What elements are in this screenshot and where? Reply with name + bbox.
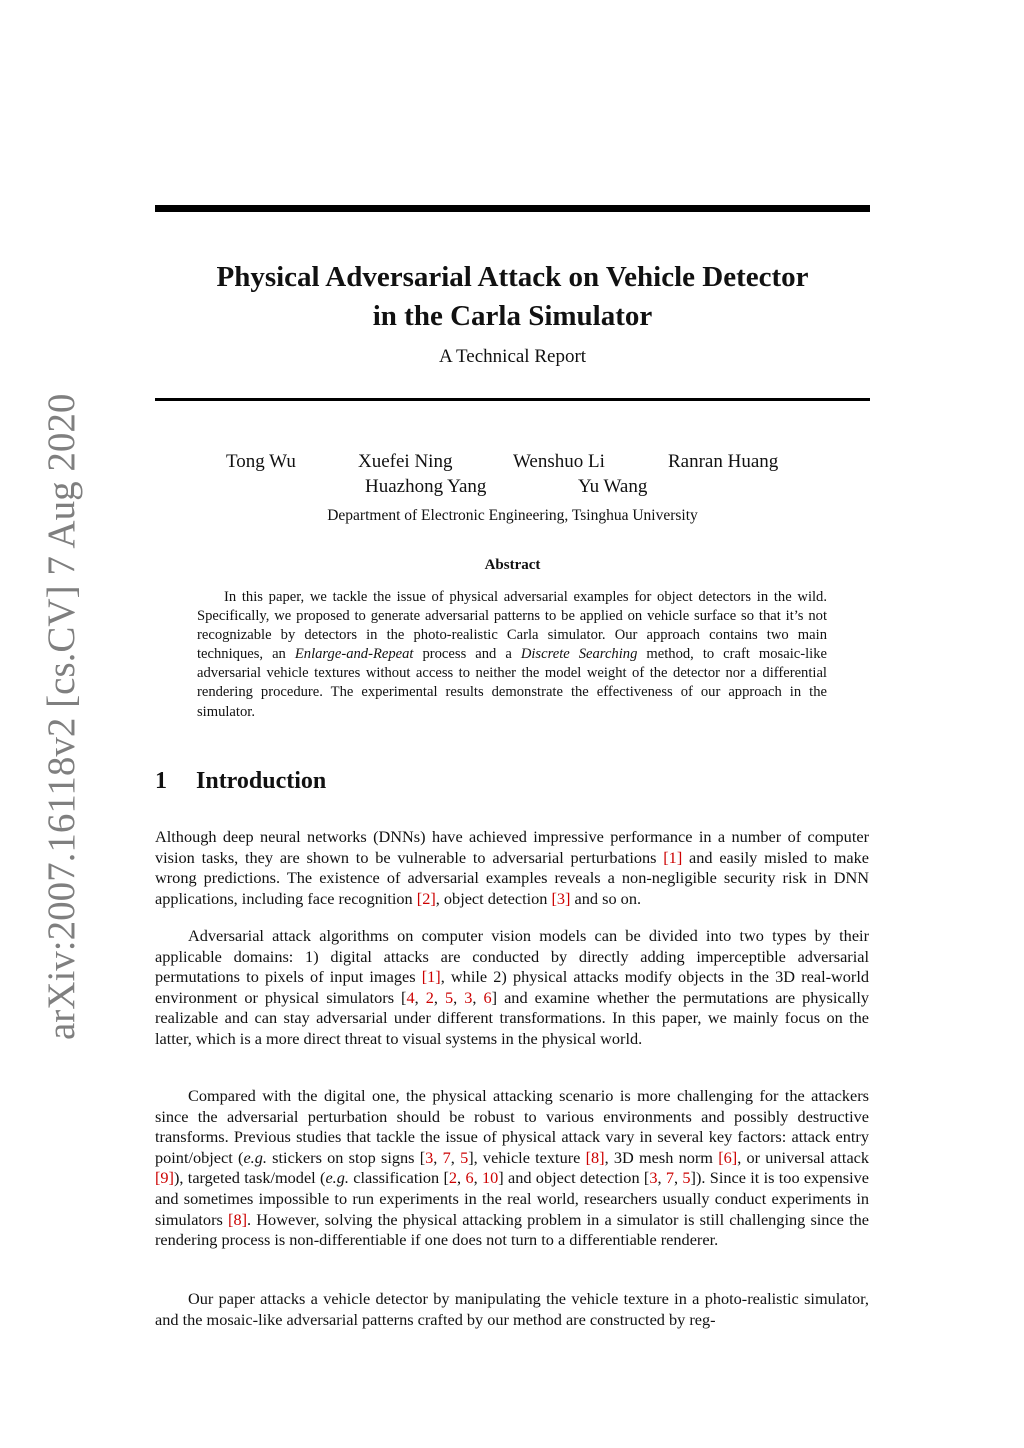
- abstract-term-enlarge-repeat: Enlarge-and-Repeat: [294, 646, 414, 663]
- citation-link[interactable]: 7: [665, 1168, 674, 1188]
- section-number: 1: [155, 768, 167, 794]
- abstract-term-discrete-searching: Discrete Searching: [520, 646, 638, 663]
- intro-paragraph-1: [155, 827, 869, 909]
- body-text: ], vehicle texture: [468, 1147, 586, 1167]
- citation-link[interactable]: [8]: [585, 1147, 605, 1167]
- citation-separator: ,: [457, 1168, 466, 1188]
- abstract-text: In this paper, we tackle the issue of physical adversarial examples for object detectors in the wild. Specifically, we proposed to generate adversarial patterns to be applied on vehicle surface so that it’s not recognizable by detectors in the photo-realistic Carla simulator. Our approach contains two main techniques, an: [197, 589, 827, 663]
- body-text: Compared with the digital one, the physical attacking scenario is more challenging for the attackers since the adversarial perturbation should be robust to various environments and possibly destructive transforms. Previous studies that tackle the issue of physical attack vary in several key factors: attack entry point/object (: [155, 1086, 869, 1167]
- citation-link[interactable]: 5: [682, 1168, 691, 1188]
- citation-link[interactable]: [6]: [718, 1147, 738, 1167]
- body-text: , object detection: [435, 888, 552, 908]
- title-bottom-rule: [155, 398, 870, 401]
- emphasis-eg: e.g.: [325, 1168, 349, 1188]
- body-text: , or universal attack: [737, 1147, 870, 1167]
- citation-link[interactable]: [9]: [155, 1168, 174, 1188]
- citation-link[interactable]: 2: [448, 1168, 458, 1188]
- citation-link[interactable]: [3]: [551, 888, 571, 908]
- citation-link[interactable]: [1]: [663, 847, 683, 867]
- body-text: stickers on stop signs [: [266, 1147, 426, 1167]
- abstract-text: method, to craft mosaic-like adversarial vehicle textures without access to neither the model weight of the detector nor a differential rendering procedure. The experimental results demonstrate the effectiveness of our approach in the simulator.: [197, 646, 827, 720]
- citation-separator: ,: [473, 1168, 482, 1188]
- body-text: ] and object detection [: [498, 1168, 650, 1188]
- citation-separator: ,: [674, 1168, 683, 1188]
- body-text: , while 2) physical attacks modify objects in the 3D real-world environment or physical simulators [: [155, 967, 869, 1007]
- citation-separator: ,: [472, 987, 484, 1007]
- arxiv-identifier-stamp: arXiv:2007.16118v2 [cs.CV] 7 Aug 2020: [40, 393, 83, 1040]
- paper-title: [155, 258, 870, 336]
- author-huazhong-yang: Huazhong Yang: [365, 476, 487, 497]
- citation-link[interactable]: 5: [460, 1147, 469, 1167]
- body-text: . However, solving the physical attacking problem in a simulator is still challenging since the rendering process is non-differentiable if one does not turn to a differentiable renderer.: [155, 1209, 869, 1250]
- citation-link[interactable]: 4: [406, 987, 415, 1007]
- body-text: ), targeted task/model (: [173, 1168, 326, 1188]
- author-affiliation: Department of Electronic Engineering, Tsinghua University: [327, 507, 698, 524]
- body-text: and so on.: [570, 888, 642, 908]
- body-text: , 3D mesh norm: [604, 1147, 719, 1167]
- citation-separator: ,: [433, 1147, 443, 1167]
- citation-separator: ,: [453, 987, 465, 1007]
- body-text: classification [: [348, 1168, 449, 1188]
- citation-link[interactable]: 3: [425, 1147, 434, 1167]
- citation-link[interactable]: 3: [464, 987, 473, 1007]
- section-heading-introduction: [155, 766, 326, 796]
- abstract-heading: Abstract: [484, 557, 541, 573]
- title-line-2: in the Carla Simulator: [372, 300, 653, 332]
- paper-subtitle: A Technical Report: [438, 346, 587, 367]
- citation-link[interactable]: [8]: [228, 1209, 248, 1229]
- author-ranran-huang: Ranran Huang: [668, 451, 779, 472]
- citation-link[interactable]: 2: [425, 987, 434, 1007]
- intro-paragraph-2: [155, 926, 869, 1050]
- citation-link[interactable]: 5: [444, 987, 454, 1007]
- author-yu-wang: Yu Wang: [578, 476, 648, 497]
- citation-separator: ,: [414, 987, 426, 1007]
- citation-link[interactable]: 10: [481, 1168, 499, 1188]
- citation-link[interactable]: [1]: [421, 967, 441, 987]
- abstract-body: [197, 588, 827, 722]
- author-wenshuo-li: Wenshuo Li: [513, 451, 605, 472]
- title-line-1: Physical Adversarial Attack on Vehicle Detector: [216, 261, 809, 293]
- title-top-rule: [155, 205, 870, 212]
- body-text: ] and examine whether the permutations are physically realizable and can stay adversarial under different transformations. In this paper, we mainly focus on the latter, which is a more direct threat to visual systems in the physical world.: [155, 987, 870, 1048]
- citation-link[interactable]: 6: [483, 987, 492, 1007]
- intro-paragraph-4: Our paper attacks a vehicle detector by manipulating the vehicle texture in a photo-realistic simulator, and the mosaic-like adversarial patterns crafted by our method are constructed by reg-: [155, 1289, 869, 1329]
- section-title: Introduction: [196, 768, 327, 794]
- citation-link[interactable]: 6: [465, 1168, 474, 1188]
- body-text: and easily misled to make wrong predictions. The existence of adversarial examples reveals a non-negligible security risk in DNN applications, including face recognition: [155, 847, 870, 908]
- citation-separator: ,: [450, 1147, 461, 1167]
- body-text: Although deep neural networks (DNNs) have achieved impressive performance in a number of computer vision tasks, they are shown to be vulnerable to adversarial perturbations: [155, 827, 869, 867]
- author-xuefei-ning: Xuefei Ning: [358, 451, 453, 472]
- citation-separator: ,: [433, 987, 445, 1007]
- abstract-text: process and a: [413, 646, 521, 663]
- emphasis-eg: e.g.: [243, 1147, 267, 1167]
- author-tong-wu: Tong Wu: [226, 451, 296, 472]
- body-text: ]). Since it is too expensive and sometimes impossible to run experiments in the real world, researchers usually conduct experiments in simulators: [155, 1168, 870, 1229]
- citation-separator: ,: [657, 1168, 666, 1188]
- citation-link[interactable]: [2]: [416, 888, 436, 908]
- intro-paragraph-3: [155, 1086, 869, 1251]
- citation-link[interactable]: 7: [442, 1147, 451, 1167]
- body-text: Adversarial attack algorithms on computer vision models can be divided into two types by their applicable domains: 1) digital attacks are conducted by directly adding imperceptible adversarial permutations to pixels of input images: [155, 926, 869, 987]
- citation-link[interactable]: 3: [649, 1168, 658, 1188]
